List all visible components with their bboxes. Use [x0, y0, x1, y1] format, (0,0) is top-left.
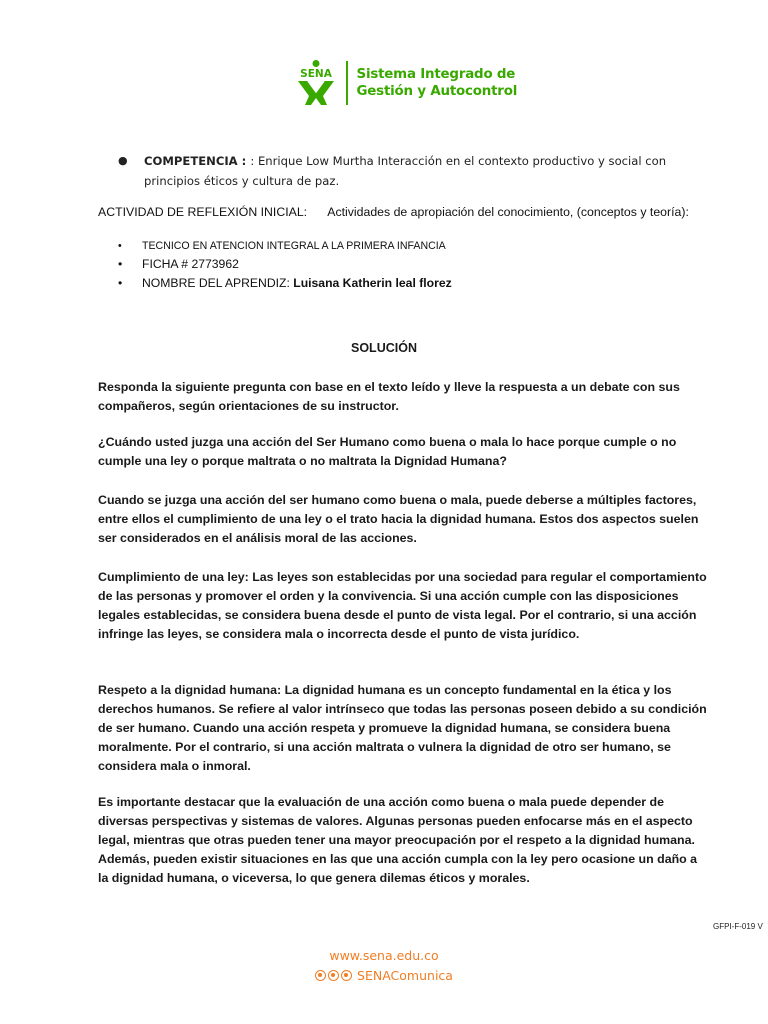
actividad-text: Actividades de apropiación del conocimiento, (conceptos y teoría):: [327, 205, 689, 219]
sena-logo-text: SENA: [300, 68, 332, 80]
instagram-icon: [341, 970, 352, 981]
footer-url-link[interactable]: www.sena.edu.co: [329, 948, 439, 963]
bullet-icon: •: [118, 257, 123, 271]
list-item-ficha: [118, 255, 678, 274]
competencia-text: : Enrique Low Murtha Interacción en el contexto productivo y social con principios éticos y cultura de paz.: [144, 154, 667, 188]
competencia-label: COMPETENCIA :: [144, 154, 251, 168]
document-code: GFPI-F-019 V: [713, 922, 763, 931]
ficha-text: FICHA # 2773962: [142, 257, 239, 271]
bullet-icon: •: [118, 276, 123, 290]
paragraph-question: ¿Cuándo usted juzga una acción del Ser Humano como buena o mala lo hace porque cumple o no cumple una ley o porque maltrata o no maltrata la Dignidad Humana?: [98, 435, 677, 468]
system-title: [357, 66, 518, 100]
system-title-line2: Gestión y Autocontrol: [356, 84, 518, 99]
paragraph-conclusion: Es importante destacar que la evaluación de una acción como buena o mala puede depender de diversas perspectivas y sistemas de valores. Algunas personas pueden enfocarse más en el aspecto legal, mientras que otras pueden tener una mayor preocupación por el respeto a la dignidad humana. Además, pueden existir situaciones en las que una acción cumpla con la ley pero ocasione un daño a la dignidad humana, o viceversa, lo que genera dilemas éticos y morales.: [98, 795, 698, 885]
paragraph-instruction: Responda la siguiente pregunta con base en el texto leído y lleve la respuesta a un debate con sus compañeros, según orientaciones de su instructor.: [98, 380, 680, 413]
social-handle[interactable]: SENAComunica: [357, 968, 453, 983]
system-title-line1: Sistema Integrado de: [356, 67, 516, 82]
bullet-icon: ●: [118, 154, 128, 167]
logo-divider: [346, 61, 348, 105]
competencia-item: [118, 151, 678, 191]
info-list: [118, 238, 678, 293]
facebook-icon: [315, 970, 326, 981]
twitter-icon: [328, 970, 339, 981]
header-logo-block: [294, 58, 517, 108]
aprendiz-name: Luisana Katherin leal florez: [289, 276, 452, 290]
list-item-aprendiz: [118, 274, 678, 293]
footer-social: [0, 968, 768, 983]
paragraph-dignidad: Respeto a la dignidad humana: La dignidad humana es un concepto fundamental en la ética y los derechos humanos. Se refiere al valor intrínseco que todas las personas poseen debido a su condición de ser humano. Cuando una acción respeta y promueve la dignidad humana, se considera buena moralmente. Por el contrario, si una acción maltrata o vulnera la dignidad de otro ser humano, se considera mala o inmoral.: [98, 683, 707, 773]
aprendiz-label: NOMBRE DEL APRENDIZ:: [142, 276, 290, 290]
actividad-label: ACTIVIDAD DE REFLEXIÓN INICIAL:: [98, 205, 308, 219]
sena-logo: [294, 60, 338, 106]
programa-text: TECNICO EN ATENCION INTEGRAL A LA PRIMERA INFANCIA: [142, 240, 446, 252]
paragraph-ley: Cumplimiento de una ley: Las leyes son establecidas por una sociedad para regular el comportamiento de las personas y promover el orden y la convivencia. Si una acción cumple con las disposiciones legales establecidas, se considera buena desde el punto de vista legal. Por el contrario, si una acción infringe las leyes, se considera mala o incorrecta desde el punto de vista jurídico.: [98, 570, 707, 641]
actividad-block: [98, 205, 705, 220]
solucion-heading: SOLUCIÓN: [351, 341, 417, 355]
bullet-icon: •: [118, 240, 122, 252]
list-item-programa: [118, 238, 678, 255]
paragraph-answer-intro: Cuando se juzga una acción del ser humano como buena o mala, puede deberse a múltiples factores, entre ellos el cumplimiento de una ley o el trato hacia la dignidad humana. Estos dos aspectos suelen ser considerados en el análisis moral de las acciones.: [98, 493, 699, 545]
